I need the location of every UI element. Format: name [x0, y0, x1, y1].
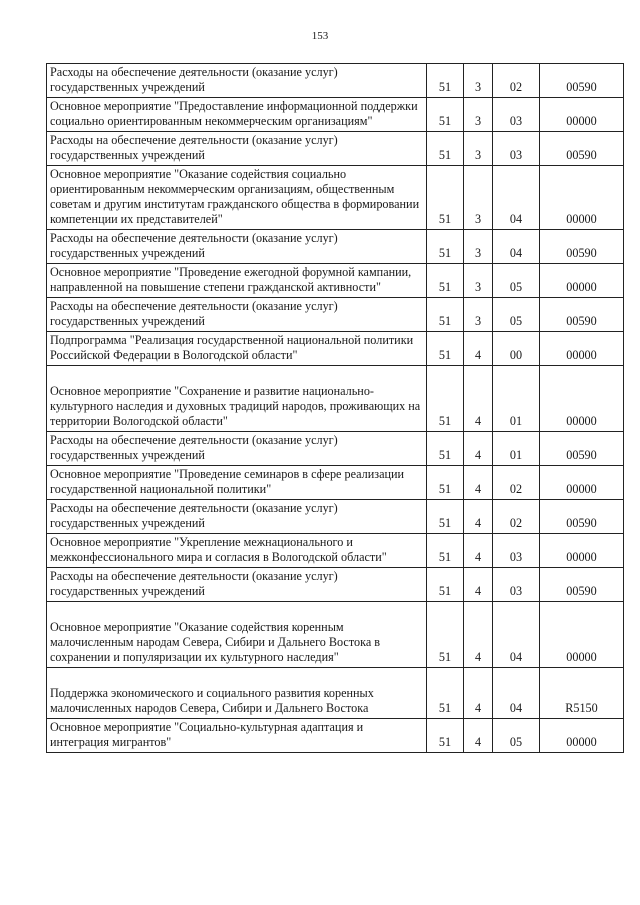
- row-expense-code-cell: 00000: [540, 332, 624, 366]
- row-name-cell: Основное мероприятие "Сохранение и развитие национально-культурного наследия и духовных традиций народов, проживающих на территории Вологодской области": [47, 366, 427, 432]
- row-name-cell: Расходы на обеспечение деятельности (оказание услуг) государственных учреждений: [47, 568, 427, 602]
- row-program-code-cell: 51: [427, 366, 464, 432]
- row-name-cell: Расходы на обеспечение деятельности (оказание услуг) государственных учреждений: [47, 432, 427, 466]
- row-expense-code-cell: 00590: [540, 568, 624, 602]
- row-expense-code-cell: 00590: [540, 230, 624, 264]
- row-expense-code-cell: 00590: [540, 298, 624, 332]
- table-body: [47, 64, 624, 753]
- row-activity-code-cell: 05: [493, 264, 540, 298]
- row-activity-code-cell: 02: [493, 64, 540, 98]
- row-subprogram-code-cell: 4: [464, 432, 493, 466]
- table-row: [47, 64, 624, 98]
- row-name-cell: Основное мероприятие "Проведение ежегодной форумной кампании, направленной на повышение степени гражданской активности": [47, 264, 427, 298]
- row-subprogram-code-cell: 3: [464, 264, 493, 298]
- row-name-cell: Расходы на обеспечение деятельности (оказание услуг) государственных учреждений: [47, 230, 427, 264]
- row-expense-code-cell: 00590: [540, 132, 624, 166]
- row-expense-code-cell: R5150: [540, 668, 624, 719]
- table-row: [47, 264, 624, 298]
- row-subprogram-code-cell: 3: [464, 230, 493, 264]
- row-program-code-cell: 51: [427, 568, 464, 602]
- row-expense-code-cell: 00000: [540, 466, 624, 500]
- table-row: [47, 132, 624, 166]
- row-program-code-cell: 51: [427, 500, 464, 534]
- table-row: [47, 298, 624, 332]
- row-expense-code-cell: 00590: [540, 64, 624, 98]
- row-activity-code-cell: 04: [493, 668, 540, 719]
- row-activity-code-cell: 04: [493, 166, 540, 230]
- row-subprogram-code-cell: 4: [464, 466, 493, 500]
- row-program-code-cell: 51: [427, 132, 464, 166]
- table-row: [47, 668, 624, 719]
- row-subprogram-code-cell: 3: [464, 98, 493, 132]
- table-row: [47, 230, 624, 264]
- row-activity-code-cell: 03: [493, 534, 540, 568]
- table-row: [47, 568, 624, 602]
- row-name-cell: Поддержка экономического и социального развития коренных малочисленных народов Севера, Сибири и Дальнего Востока: [47, 668, 427, 719]
- row-activity-code-cell: 03: [493, 98, 540, 132]
- row-name-cell: Основное мероприятие "Оказание содействия социально ориентированным некоммерческим организациям, общественным советам и другим институтам гражданского общества в формировании компетенции их представителей": [47, 166, 427, 230]
- row-program-code-cell: 51: [427, 332, 464, 366]
- row-activity-code-cell: 00: [493, 332, 540, 366]
- row-program-code-cell: 51: [427, 98, 464, 132]
- row-subprogram-code-cell: 4: [464, 668, 493, 719]
- row-expense-code-cell: 00000: [540, 98, 624, 132]
- row-subprogram-code-cell: 4: [464, 568, 493, 602]
- row-name-cell: Расходы на обеспечение деятельности (оказание услуг) государственных учреждений: [47, 64, 427, 98]
- row-program-code-cell: 51: [427, 602, 464, 668]
- row-activity-code-cell: 03: [493, 132, 540, 166]
- row-activity-code-cell: 01: [493, 366, 540, 432]
- row-activity-code-cell: 02: [493, 500, 540, 534]
- row-program-code-cell: 51: [427, 264, 464, 298]
- row-program-code-cell: 51: [427, 432, 464, 466]
- row-subprogram-code-cell: 3: [464, 132, 493, 166]
- row-subprogram-code-cell: 3: [464, 298, 493, 332]
- row-activity-code-cell: 01: [493, 432, 540, 466]
- row-name-cell: Основное мероприятие "Социально-культурная адаптация и интеграция мигрантов": [47, 719, 427, 753]
- row-name-cell: Расходы на обеспечение деятельности (оказание услуг) государственных учреждений: [47, 298, 427, 332]
- row-program-code-cell: 51: [427, 466, 464, 500]
- row-subprogram-code-cell: 4: [464, 719, 493, 753]
- row-program-code-cell: 51: [427, 298, 464, 332]
- page-number: 153: [311, 30, 329, 42]
- row-name-cell: Расходы на обеспечение деятельности (оказание услуг) государственных учреждений: [47, 132, 427, 166]
- row-activity-code-cell: 03: [493, 568, 540, 602]
- row-expense-code-cell: 00000: [540, 602, 624, 668]
- row-name-cell: Основное мероприятие "Предоставление информационной поддержки социально ориентированным некоммерческим организациям": [47, 98, 427, 132]
- row-subprogram-code-cell: 4: [464, 602, 493, 668]
- row-subprogram-code-cell: 3: [464, 64, 493, 98]
- table-row: [47, 500, 624, 534]
- row-subprogram-code-cell: 4: [464, 534, 493, 568]
- row-program-code-cell: 51: [427, 166, 464, 230]
- row-subprogram-code-cell: 4: [464, 332, 493, 366]
- row-subprogram-code-cell: 4: [464, 500, 493, 534]
- row-subprogram-code-cell: 3: [464, 166, 493, 230]
- row-activity-code-cell: 02: [493, 466, 540, 500]
- row-program-code-cell: 51: [427, 668, 464, 719]
- row-name-cell: Основное мероприятие "Проведение семинаров в сфере реализации государственной национальной политики": [47, 466, 427, 500]
- table-row: [47, 98, 624, 132]
- row-program-code-cell: 51: [427, 534, 464, 568]
- table-row: [47, 432, 624, 466]
- table-row: [47, 466, 624, 500]
- table-row: [47, 366, 624, 432]
- row-expense-code-cell: 00000: [540, 166, 624, 230]
- row-program-code-cell: 51: [427, 719, 464, 753]
- row-subprogram-code-cell: 4: [464, 366, 493, 432]
- row-name-cell: Расходы на обеспечение деятельности (оказание услуг) государственных учреждений: [47, 500, 427, 534]
- row-program-code-cell: 51: [427, 230, 464, 264]
- table-row: [47, 534, 624, 568]
- row-activity-code-cell: 05: [493, 298, 540, 332]
- row-name-cell: Подпрограмма "Реализация государственной национальной политики Российской Федерации в Вологодской области": [47, 332, 427, 366]
- row-expense-code-cell: 00000: [540, 366, 624, 432]
- table-row: [47, 719, 624, 753]
- row-expense-code-cell: 00590: [540, 432, 624, 466]
- row-expense-code-cell: 00000: [540, 534, 624, 568]
- row-expense-code-cell: 00000: [540, 264, 624, 298]
- table-row: [47, 602, 624, 668]
- budget-classification-table: [46, 63, 624, 753]
- row-activity-code-cell: 05: [493, 719, 540, 753]
- row-activity-code-cell: 04: [493, 602, 540, 668]
- table-row: [47, 332, 624, 366]
- row-program-code-cell: 51: [427, 64, 464, 98]
- row-name-cell: Основное мероприятие "Оказание содействия коренным малочисленным народам Севера, Сибири и Дальнего Востока в сохранении и популяризации их культурного наследия": [47, 602, 427, 668]
- row-activity-code-cell: 04: [493, 230, 540, 264]
- row-name-cell: Основное мероприятие "Укрепление межнационального и межконфессионального мира и согласия в Вологодской области": [47, 534, 427, 568]
- row-expense-code-cell: 00590: [540, 500, 624, 534]
- table-row: [47, 166, 624, 230]
- row-expense-code-cell: 00000: [540, 719, 624, 753]
